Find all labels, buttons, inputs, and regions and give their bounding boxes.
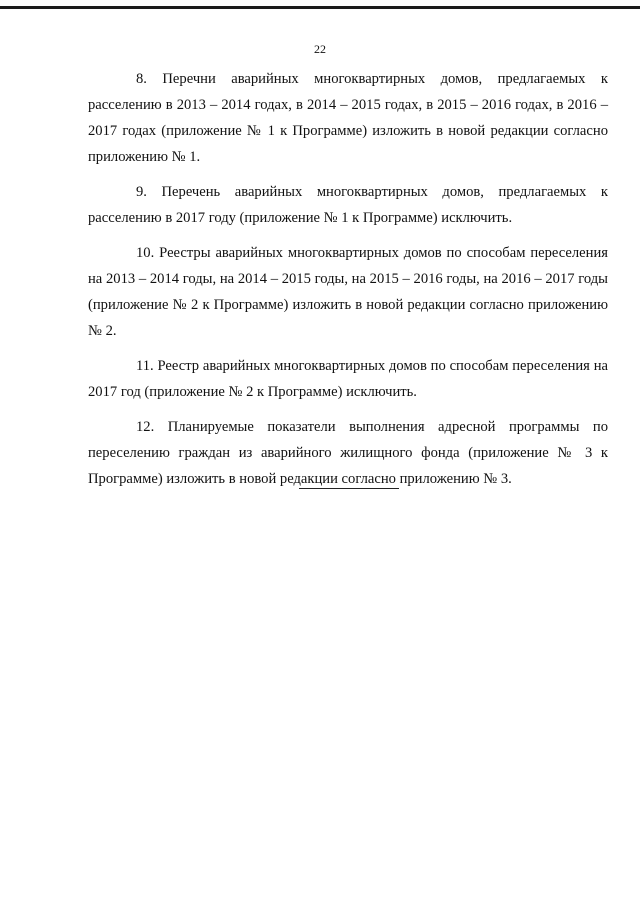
paragraph-10: 10. Реестры аварийных многоквартирных домов по способам переселения на 2013 – 2014 годы, на 2014 – 2015 годы, на 2015 – 2016 годы, на 2016 – 2017 годы (приложение № 2 к Программе) изложить в новой редакции согласно приложению № 2. <box>88 245 608 339</box>
paragraph-8: 8. Перечни аварийных многоквартирных домов, предлагаемых к расселению в 2013 – 2014 годах, в 2014 – 2015 годах, в 2015 – 2016 годах, в 2016 – 2017 годах (приложение № 1 к Программе) изложить в новой редакции согласно приложению № 1. <box>88 71 608 165</box>
paragraph-9: 9. Перечень аварийных многоквартирных домов, предлагаемых к расселению в 2017 году (приложение № 1 к Программе) исключить. <box>88 184 608 226</box>
paragraph-11: 11. Реестр аварийных многоквартирных домов по способам переселения на 2017 год (приложение № 2 к Программе) исключить. <box>88 358 608 400</box>
top-border-line <box>0 6 640 9</box>
closing-divider-line <box>299 488 399 489</box>
paragraph-12: 12. Планируемые показатели выполнения адресной программы по переселению граждан из аварийного жилищного фонда (приложение № 3 к Программе) изложить в новой редакции согласно приложению № 3. <box>88 419 608 487</box>
page-number: 22 <box>314 42 326 56</box>
document-body <box>88 66 608 501</box>
